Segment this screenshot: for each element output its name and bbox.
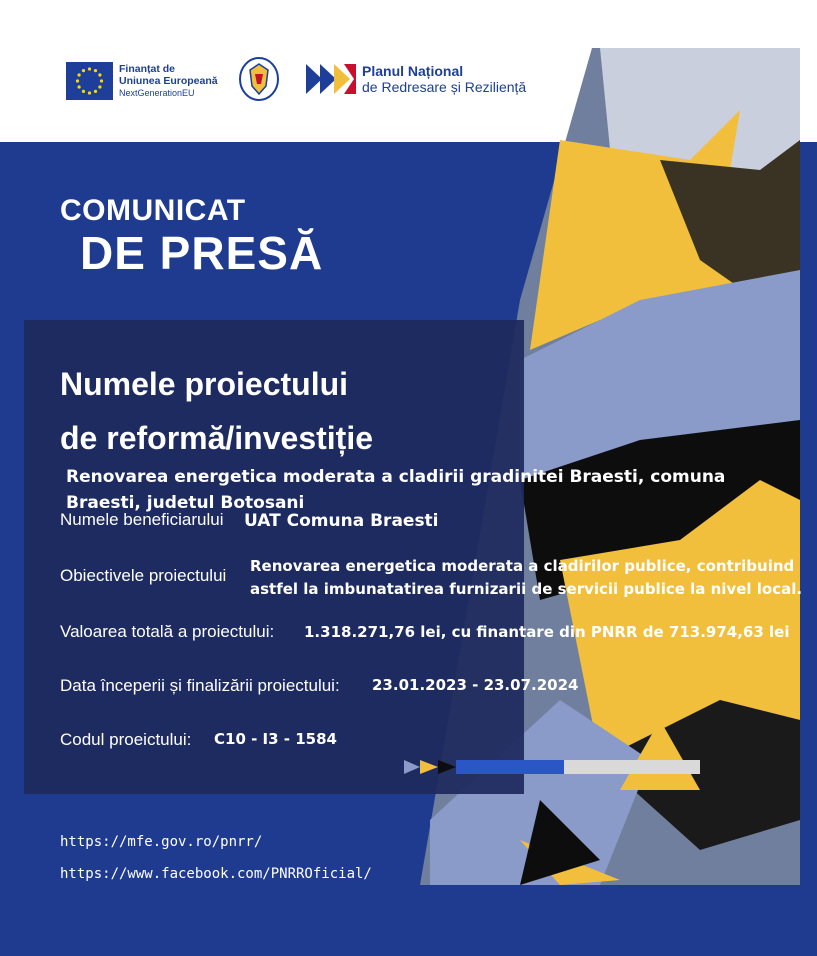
beneficiary-value: UAT Comuna Braesti xyxy=(244,511,439,531)
objectives-label: Obiectivele proiectului xyxy=(60,566,227,585)
eu-logo-line3: NextGenerationEU xyxy=(119,88,195,98)
press-release-title-line1: COMUNICAT xyxy=(60,194,246,227)
objectives-value-line2: astfel la imbunatatirea furnizarii de servicii publice la nivel local. xyxy=(250,580,803,598)
eu-logo-line2: Uniunea Europeană xyxy=(119,75,218,87)
dates-value: 23.01.2023 - 23.07.2024 xyxy=(372,676,579,694)
code-label: Codul proeictului: xyxy=(60,730,192,749)
total-value: 1.318.271,76 lei, cu finantare din PNRR de 713.974,63 lei xyxy=(304,623,790,641)
progress-stripe-decoration xyxy=(404,758,704,776)
facebook-link[interactable]: https://www.facebook.com/PNRROficial/ xyxy=(60,866,372,882)
press-release-title-line2: DE PRESĂ xyxy=(80,227,324,279)
dates-label: Data începerii și finalizării proiectului: xyxy=(60,676,340,695)
beneficiary-label: Numele beneficiarului xyxy=(60,510,224,529)
project-name-label-line2: de reformă/investiție xyxy=(60,420,373,456)
code-value: C10 - I3 - 1584 xyxy=(214,730,337,748)
project-name-value: Renovarea energetica moderata a cladirii gradinitei Braesti, comuna Braesti, judetul Botosani xyxy=(66,467,726,513)
pnrr-logo-line1: Planul Național xyxy=(362,63,464,79)
mfe-link[interactable]: https://mfe.gov.ro/pnrr/ xyxy=(60,834,263,850)
project-name-label-line1: Numele proiectului xyxy=(60,366,349,402)
pnrr-logo-line2: de Redresare și Reziliență xyxy=(362,79,527,95)
objectives-value-line1: Renovarea energetica moderata a cladirilor publice, contribuind xyxy=(250,557,795,575)
total-value-label: Valoarea totală a proiectului: xyxy=(60,622,275,641)
eu-logo-line1: Finanțat de xyxy=(119,63,176,75)
